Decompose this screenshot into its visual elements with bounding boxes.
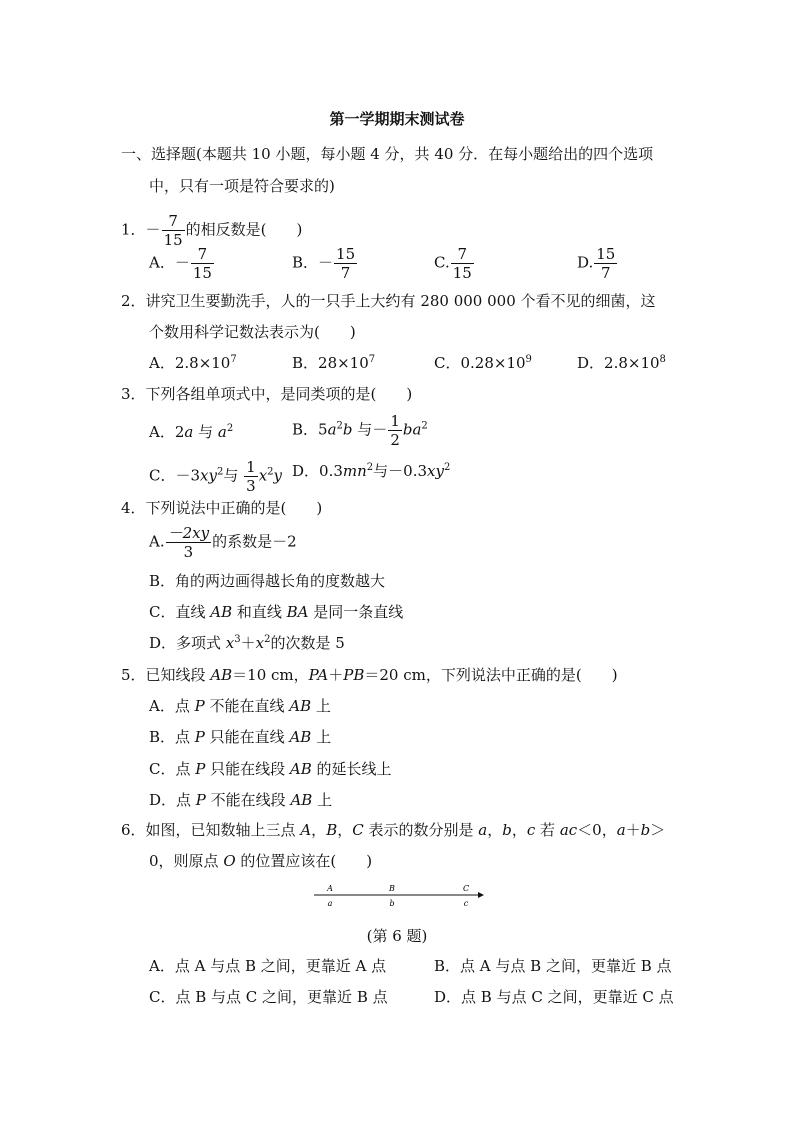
point-a-value: a <box>327 899 333 908</box>
q1-option-a-label: A．－ <box>149 253 190 272</box>
q3-option-c: C．$-3xy^2$与 $\frac{1}{3}$ $x^2y$ <box>149 458 283 495</box>
q5-a-ab: AB <box>289 697 312 715</box>
q5-d-tail: 上 <box>312 791 333 809</box>
q6-line2-tail: 的位置应该在( ) <box>235 852 373 870</box>
q4-c-tail: 是同一条直线 <box>308 603 404 621</box>
q3-c-label: C． <box>149 466 176 485</box>
q5-ab: AB <box>210 666 233 684</box>
q1-frac-denominator: 15 <box>163 231 183 249</box>
q3-b-yu: 与 <box>357 420 373 439</box>
q3-b-num: 1 <box>390 412 400 430</box>
q5-c-pre: C．点 <box>149 760 196 778</box>
q6-pre: 6．如图，已知数轴上三点 <box>121 821 301 839</box>
q4-option-b: B．角的两边画得越长角的度数越大 <box>149 572 386 590</box>
q3-d-yu: 与 <box>373 462 389 480</box>
q6-mid: 表示的数分别是 <box>363 821 479 839</box>
q5-option-b <box>149 727 331 747</box>
section-heading-line2: 中，只有一项是符合要求的) <box>149 177 335 195</box>
point-A-label: A <box>327 884 333 893</box>
q4-a-tail: 的系数是－2 <box>212 532 297 551</box>
q5-a-pre: A．点 <box>149 697 195 715</box>
point-c-value: c <box>463 899 469 908</box>
q5-a-p: P <box>194 697 205 715</box>
q1-option-b-frac <box>334 245 357 282</box>
q6-option-b: B．点 A 与点 B 之间，更靠近 B 点 <box>434 957 672 975</box>
q2-c-exp: 9 <box>525 354 532 365</box>
q1-option-c-label: C. <box>434 253 450 272</box>
q6-option-c: C．点 B 与点 C 之间，更靠近 B 点 <box>149 988 388 1006</box>
q3-option-d: D．$0.3mn^2$与$-0.3xy^2$ <box>292 462 451 480</box>
q1-option-d <box>577 245 618 282</box>
q2-line1: 2．讲究卫生要勤洗手，人的一只手上大约有 280 000 000 个看不见的细菌，这 <box>121 292 656 310</box>
q6-A: A <box>300 821 312 839</box>
q1-b-num: 15 <box>336 245 356 263</box>
q4-option-c <box>149 602 403 622</box>
q3-c-neg: － <box>175 466 191 485</box>
point-b-value: b <box>389 899 395 908</box>
q2-b-text: B．28×10 <box>292 354 369 372</box>
section-heading-line1: 一、选择题(本题共 10 小题，每小题 4 分，共 40 分．在每小题给出的四个选项 <box>121 145 654 163</box>
q5-b-pre: B．点 <box>149 728 195 746</box>
q5-option-d <box>149 790 332 810</box>
q3-d-coef1: 0.3 <box>319 462 343 480</box>
q2-option-d <box>577 353 666 373</box>
q6-option-a: A．点 A 与点 B 之间，更靠近 A 点 <box>149 957 387 975</box>
q1-option-b <box>292 245 358 282</box>
q6-line1: 6．如图，已知数轴上三点 A，B，C 表示的数分别是 a，b，c 若 ac＜0，a＋b＞ <box>121 821 666 839</box>
q3-c-yu: 与 <box>223 466 239 485</box>
q5-b-tail: 上 <box>311 728 332 746</box>
q3-b-label: B． <box>292 420 319 439</box>
q2-c-text: C．0.28×10 <box>434 354 526 372</box>
q6-line2 <box>149 851 372 871</box>
q1-a-den: 15 <box>192 264 212 282</box>
q1-d-num: 15 <box>596 245 616 263</box>
q6-ac: ac <box>559 821 578 839</box>
q5-a-tail: 上 <box>311 697 331 715</box>
q6-C: C <box>352 821 364 839</box>
q6-c: c <box>526 821 536 839</box>
point-C-label: C <box>462 884 470 893</box>
q1-sign: － <box>145 220 161 239</box>
point-B-label: B <box>389 884 395 893</box>
q4-d-pre: D．多项式 <box>149 634 226 652</box>
q4-c-ba: BA <box>286 603 309 621</box>
q6-lt0: ＜0， <box>577 821 617 839</box>
q6-b: b <box>502 821 512 839</box>
q1-stem <box>121 212 302 249</box>
q3-d-coef2: －0.3 <box>388 462 428 480</box>
q4-d-tail: 的次数是 5 <box>270 634 345 652</box>
q3-option-a: A．2a 与 $a^2$ <box>149 423 234 441</box>
q4-a-frac <box>166 524 211 561</box>
q4-option-a <box>149 524 297 561</box>
q1-c-den: 15 <box>452 264 472 282</box>
q5-stem <box>121 665 618 685</box>
q6-gt: ＞ <box>650 821 666 839</box>
q2-d-text: D．2.8×10 <box>577 354 660 372</box>
q3-b-den: 2 <box>390 431 400 449</box>
q2-option-b <box>292 353 375 373</box>
q1-b-den: 7 <box>340 264 351 282</box>
q2-option-a <box>149 353 237 373</box>
q4-a-num: －2xy <box>167 524 210 542</box>
q5-b-p: P <box>194 728 205 746</box>
q6-B: B <box>326 821 338 839</box>
q5-tail: ＝20 cm，下列说法中正确的是( ) <box>364 666 618 684</box>
q5-pa: PA <box>308 666 329 684</box>
q4-c-pre: C．直线 <box>149 603 211 621</box>
q5-pb: PB <box>343 666 365 684</box>
q6-O: O <box>223 852 236 870</box>
q2-a-exp: 7 <box>230 354 237 365</box>
q5-a-mid: 不能在直线 <box>204 697 290 715</box>
q3-c-den: 3 <box>246 477 256 495</box>
q5-plus: ＋ <box>328 666 344 684</box>
q3-option-b: B．$5a^2b$ 与－ $\frac{1}{2}$ $ba^2$ <box>292 412 428 449</box>
q5-d-p: P <box>195 791 206 809</box>
q5-d-ab: AB <box>290 791 313 809</box>
q5-d-mid: 不能在线段 <box>205 791 291 809</box>
q4-c-mid: 和直线 <box>232 603 287 621</box>
q1-fraction <box>162 212 185 249</box>
q3-a-yu: 与 <box>198 423 214 441</box>
q2-line2: 个数用科学记数法表示为( ) <box>149 323 356 341</box>
q1-a-num: 7 <box>191 245 214 264</box>
q3-a-label: A． <box>149 423 175 441</box>
q2-option-c <box>434 353 532 373</box>
q1-number: 1． <box>121 220 146 239</box>
q1-c-num: 7 <box>451 245 474 264</box>
q1-option-c-frac <box>451 245 474 282</box>
q6-line2-pre: 0，则原点 <box>149 852 224 870</box>
q5-d-pre: D．点 <box>149 791 196 809</box>
q3-stem: 3．下列各组单项式中，是同类项的是( ) <box>121 385 413 403</box>
q1-d-den: 7 <box>601 264 611 282</box>
q3-b-frac <box>388 412 402 449</box>
q3-c-frac <box>244 458 258 495</box>
q3-d-label: D． <box>292 462 320 480</box>
q1-frac-numerator: 7 <box>162 212 185 231</box>
q4-option-d: D．多项式 $x^3+x^2$的次数是 5 <box>149 634 345 652</box>
q5-c-tail: 的延长线上 <box>311 760 392 778</box>
q5-mid: ＝10 cm， <box>232 666 309 684</box>
q3-c-num: 1 <box>246 458 256 476</box>
figure-caption: (第 6 题) <box>366 927 428 945</box>
q1-option-b-label: B．－ <box>292 253 334 272</box>
q5-option-c <box>149 759 392 779</box>
q2-a-text: A．2.8×10 <box>149 354 231 372</box>
q1-option-d-frac <box>594 245 617 282</box>
q5-b-ab: AB <box>289 728 312 746</box>
q3-b-neg: － <box>372 420 388 439</box>
q6-a: a <box>478 821 488 839</box>
q5-option-a <box>149 696 331 716</box>
q6-number-line <box>312 882 488 910</box>
q6-if: 若 <box>535 821 560 839</box>
number-line-arrow <box>478 892 484 898</box>
q2-d-exp: 8 <box>659 354 666 365</box>
q4-a-den: 3 <box>183 543 194 561</box>
page-title: 第一学期期末测试卷 <box>329 110 465 128</box>
q1-tail: 的相反数是( ) <box>185 220 303 239</box>
q1-option-a-frac <box>191 245 214 282</box>
q6-option-d: D．点 B 与点 C 之间，更靠近 C 点 <box>434 988 674 1006</box>
q5-c-mid: 只能在线段 <box>205 760 290 778</box>
q5-c-p: P <box>195 760 206 778</box>
q1-option-d-label: D. <box>577 253 594 272</box>
q4-c-ab: AB <box>210 603 233 621</box>
q5-pre: 5．已知线段 <box>121 666 211 684</box>
q4-stem: 4．下列说法中正确的是( ) <box>121 499 323 517</box>
q2-b-exp: 7 <box>368 354 376 365</box>
q4-a-label: A. <box>149 532 165 551</box>
q1-option-c <box>434 245 475 282</box>
q1-option-a <box>149 245 215 282</box>
q5-c-ab: AB <box>289 760 312 778</box>
q5-b-mid: 只能在直线 <box>204 728 290 746</box>
